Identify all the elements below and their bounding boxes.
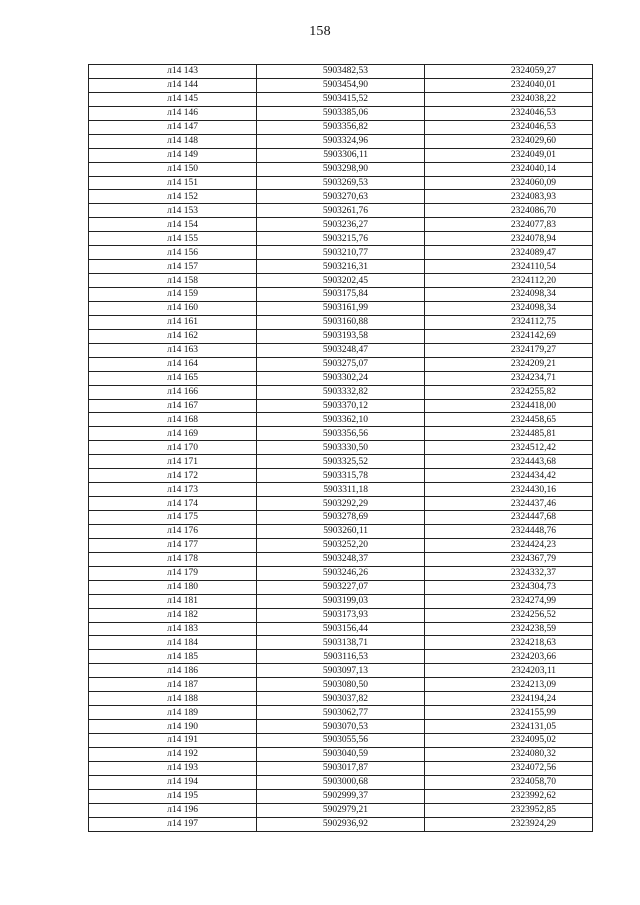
x-coordinate-cell: 5903482,53 [257, 65, 425, 79]
x-coordinate-cell: 5903370,12 [257, 399, 425, 413]
point-id-cell: л14 189 [89, 706, 257, 720]
x-coordinate-cell: 5903116,53 [257, 650, 425, 664]
x-coordinate-cell: 5903175,84 [257, 288, 425, 302]
point-id-cell: л14 161 [89, 315, 257, 329]
table-row [89, 301, 593, 315]
y-coordinate-cell: 2324443,68 [425, 455, 593, 469]
y-coordinate-cell: 2324083,93 [425, 190, 593, 204]
table-row [89, 148, 593, 162]
point-id-cell: л14 153 [89, 204, 257, 218]
y-coordinate-cell: 2324512,42 [425, 441, 593, 455]
point-id-cell: л14 188 [89, 692, 257, 706]
x-coordinate-cell: 5903227,07 [257, 580, 425, 594]
table-row [89, 371, 593, 385]
table-row [89, 288, 593, 302]
point-id-cell: л14 197 [89, 817, 257, 831]
y-coordinate-cell: 2324058,70 [425, 775, 593, 789]
table-row [89, 78, 593, 92]
y-coordinate-cell: 2324142,69 [425, 329, 593, 343]
x-coordinate-cell: 5903097,13 [257, 664, 425, 678]
table-row [89, 747, 593, 761]
x-coordinate-cell: 5903311,18 [257, 483, 425, 497]
y-coordinate-cell: 2324179,27 [425, 343, 593, 357]
table-row [89, 580, 593, 594]
x-coordinate-cell: 5903332,82 [257, 385, 425, 399]
y-coordinate-cell: 2324430,16 [425, 483, 593, 497]
point-id-cell: л14 191 [89, 734, 257, 748]
x-coordinate-cell: 5903000,68 [257, 775, 425, 789]
y-coordinate-cell: 2324080,32 [425, 747, 593, 761]
y-coordinate-cell: 2324458,65 [425, 413, 593, 427]
point-id-cell: л14 179 [89, 566, 257, 580]
y-coordinate-cell: 2324209,21 [425, 357, 593, 371]
table-row [89, 761, 593, 775]
point-id-cell: л14 183 [89, 622, 257, 636]
table-row [89, 441, 593, 455]
table-row [89, 455, 593, 469]
x-coordinate-cell: 5903260,11 [257, 524, 425, 538]
y-coordinate-cell: 2324234,71 [425, 371, 593, 385]
y-coordinate-cell: 2324077,83 [425, 218, 593, 232]
point-id-cell: л14 184 [89, 636, 257, 650]
x-coordinate-cell: 5903173,93 [257, 608, 425, 622]
y-coordinate-cell: 2323924,29 [425, 817, 593, 831]
x-coordinate-cell: 5903062,77 [257, 706, 425, 720]
y-coordinate-cell: 2324218,63 [425, 636, 593, 650]
table-row [89, 106, 593, 120]
x-coordinate-cell: 5903156,44 [257, 622, 425, 636]
coordinates-table-body [89, 65, 593, 832]
y-coordinate-cell: 2324418,00 [425, 399, 593, 413]
point-id-cell: л14 195 [89, 789, 257, 803]
y-coordinate-cell: 2324437,46 [425, 497, 593, 511]
x-coordinate-cell: 5903248,37 [257, 552, 425, 566]
table-row [89, 218, 593, 232]
point-id-cell: л14 158 [89, 274, 257, 288]
x-coordinate-cell: 5903292,29 [257, 497, 425, 511]
point-id-cell: л14 144 [89, 78, 257, 92]
y-coordinate-cell: 2324046,53 [425, 106, 593, 120]
point-id-cell: л14 154 [89, 218, 257, 232]
x-coordinate-cell: 5903270,63 [257, 190, 425, 204]
table-row [89, 650, 593, 664]
point-id-cell: л14 176 [89, 524, 257, 538]
point-id-cell: л14 185 [89, 650, 257, 664]
table-row [89, 538, 593, 552]
x-coordinate-cell: 5903236,27 [257, 218, 425, 232]
x-coordinate-cell: 5903315,78 [257, 469, 425, 483]
x-coordinate-cell: 5903055,56 [257, 734, 425, 748]
table-row [89, 232, 593, 246]
point-id-cell: л14 168 [89, 413, 257, 427]
x-coordinate-cell: 5903261,76 [257, 204, 425, 218]
table-row [89, 357, 593, 371]
point-id-cell: л14 159 [89, 288, 257, 302]
table-row [89, 204, 593, 218]
table-row [89, 803, 593, 817]
point-id-cell: л14 178 [89, 552, 257, 566]
y-coordinate-cell: 2324194,24 [425, 692, 593, 706]
x-coordinate-cell: 5903415,52 [257, 92, 425, 106]
point-id-cell: л14 151 [89, 176, 257, 190]
table-row [89, 566, 593, 580]
y-coordinate-cell: 2324367,79 [425, 552, 593, 566]
page-number: 158 [309, 24, 331, 39]
x-coordinate-cell: 5903385,06 [257, 106, 425, 120]
x-coordinate-cell: 5903454,90 [257, 78, 425, 92]
table-row [89, 343, 593, 357]
y-coordinate-cell: 2324110,54 [425, 260, 593, 274]
point-id-cell: л14 196 [89, 803, 257, 817]
x-coordinate-cell: 5903216,31 [257, 260, 425, 274]
y-coordinate-cell: 2324434,42 [425, 469, 593, 483]
table-row [89, 176, 593, 190]
table-row [89, 552, 593, 566]
table-row [89, 413, 593, 427]
y-coordinate-cell: 2324256,52 [425, 608, 593, 622]
point-id-cell: л14 169 [89, 427, 257, 441]
x-coordinate-cell: 5903070,53 [257, 720, 425, 734]
x-coordinate-cell: 5903356,82 [257, 120, 425, 134]
y-coordinate-cell: 2324155,99 [425, 706, 593, 720]
point-id-cell: л14 172 [89, 469, 257, 483]
table-row [89, 817, 593, 831]
table-row [89, 636, 593, 650]
x-coordinate-cell: 5903199,03 [257, 594, 425, 608]
table-row [89, 274, 593, 288]
point-id-cell: л14 143 [89, 65, 257, 79]
table-row [89, 190, 593, 204]
point-id-cell: л14 181 [89, 594, 257, 608]
x-coordinate-cell: 5903269,53 [257, 176, 425, 190]
x-coordinate-cell: 5903037,82 [257, 692, 425, 706]
table-row [89, 260, 593, 274]
y-coordinate-cell: 2324038,22 [425, 92, 593, 106]
table-row [89, 511, 593, 525]
point-id-cell: л14 194 [89, 775, 257, 789]
y-coordinate-cell: 2324203,11 [425, 664, 593, 678]
table-row [89, 692, 593, 706]
table-row [89, 497, 593, 511]
x-coordinate-cell: 5903275,07 [257, 357, 425, 371]
point-id-cell: л14 163 [89, 343, 257, 357]
table-row [89, 775, 593, 789]
x-coordinate-cell: 5903017,87 [257, 761, 425, 775]
point-id-cell: л14 148 [89, 134, 257, 148]
point-id-cell: л14 186 [89, 664, 257, 678]
x-coordinate-cell: 5902999,37 [257, 789, 425, 803]
x-coordinate-cell: 5903325,52 [257, 455, 425, 469]
x-coordinate-cell: 5903356,56 [257, 427, 425, 441]
y-coordinate-cell: 2324059,27 [425, 65, 593, 79]
y-coordinate-cell: 2324255,82 [425, 385, 593, 399]
x-coordinate-cell: 5903324,96 [257, 134, 425, 148]
table-row [89, 483, 593, 497]
y-coordinate-cell: 2324274,99 [425, 594, 593, 608]
point-id-cell: л14 180 [89, 580, 257, 594]
x-coordinate-cell: 5903080,50 [257, 678, 425, 692]
table-row [89, 789, 593, 803]
table-row [89, 134, 593, 148]
x-coordinate-cell: 5903138,71 [257, 636, 425, 650]
y-coordinate-cell: 2324089,47 [425, 246, 593, 260]
point-id-cell: л14 190 [89, 720, 257, 734]
point-id-cell: л14 156 [89, 246, 257, 260]
point-id-cell: л14 182 [89, 608, 257, 622]
y-coordinate-cell: 2324447,68 [425, 511, 593, 525]
y-coordinate-cell: 2324424,23 [425, 538, 593, 552]
x-coordinate-cell: 5903202,45 [257, 274, 425, 288]
point-id-cell: л14 170 [89, 441, 257, 455]
point-id-cell: л14 192 [89, 747, 257, 761]
point-id-cell: л14 173 [89, 483, 257, 497]
y-coordinate-cell: 2324238,59 [425, 622, 593, 636]
table-row [89, 469, 593, 483]
coordinates-table [88, 64, 593, 832]
x-coordinate-cell: 5903248,47 [257, 343, 425, 357]
table-row [89, 734, 593, 748]
point-id-cell: л14 157 [89, 260, 257, 274]
y-coordinate-cell: 2324046,53 [425, 120, 593, 134]
x-coordinate-cell: 5903246,26 [257, 566, 425, 580]
table-row [89, 385, 593, 399]
point-id-cell: л14 145 [89, 92, 257, 106]
y-coordinate-cell: 2324304,73 [425, 580, 593, 594]
y-coordinate-cell: 2324098,34 [425, 288, 593, 302]
x-coordinate-cell: 5903252,20 [257, 538, 425, 552]
x-coordinate-cell: 5903161,99 [257, 301, 425, 315]
y-coordinate-cell: 2324448,76 [425, 524, 593, 538]
y-coordinate-cell: 2324485,81 [425, 427, 593, 441]
point-id-cell: л14 187 [89, 678, 257, 692]
y-coordinate-cell: 2324040,14 [425, 162, 593, 176]
table-row [89, 608, 593, 622]
table-row [89, 678, 593, 692]
y-coordinate-cell: 2324060,09 [425, 176, 593, 190]
point-id-cell: л14 177 [89, 538, 257, 552]
x-coordinate-cell: 5903298,90 [257, 162, 425, 176]
y-coordinate-cell: 2323992,62 [425, 789, 593, 803]
point-id-cell: л14 174 [89, 497, 257, 511]
point-id-cell: л14 152 [89, 190, 257, 204]
x-coordinate-cell: 5903278,69 [257, 511, 425, 525]
y-coordinate-cell: 2324095,02 [425, 734, 593, 748]
point-id-cell: л14 193 [89, 761, 257, 775]
table-row [89, 399, 593, 413]
x-coordinate-cell: 5903160,88 [257, 315, 425, 329]
y-coordinate-cell: 2324078,94 [425, 232, 593, 246]
point-id-cell: л14 175 [89, 511, 257, 525]
table-row [89, 720, 593, 734]
table-row [89, 329, 593, 343]
point-id-cell: л14 164 [89, 357, 257, 371]
table-row [89, 92, 593, 106]
point-id-cell: л14 165 [89, 371, 257, 385]
y-coordinate-cell: 2323952,85 [425, 803, 593, 817]
point-id-cell: л14 171 [89, 455, 257, 469]
y-coordinate-cell: 2324213,09 [425, 678, 593, 692]
point-id-cell: л14 166 [89, 385, 257, 399]
table-row [89, 524, 593, 538]
point-id-cell: л14 147 [89, 120, 257, 134]
y-coordinate-cell: 2324072,56 [425, 761, 593, 775]
y-coordinate-cell: 2324112,20 [425, 274, 593, 288]
y-coordinate-cell: 2324131,05 [425, 720, 593, 734]
point-id-cell: л14 150 [89, 162, 257, 176]
table-row [89, 664, 593, 678]
table-row [89, 622, 593, 636]
point-id-cell: л14 155 [89, 232, 257, 246]
point-id-cell: л14 162 [89, 329, 257, 343]
x-coordinate-cell: 5903040,59 [257, 747, 425, 761]
point-id-cell: л14 160 [89, 301, 257, 315]
point-id-cell: л14 149 [89, 148, 257, 162]
table-row [89, 246, 593, 260]
table-row [89, 315, 593, 329]
y-coordinate-cell: 2324040,01 [425, 78, 593, 92]
table-row [89, 120, 593, 134]
y-coordinate-cell: 2324203,66 [425, 650, 593, 664]
x-coordinate-cell: 5903362,10 [257, 413, 425, 427]
table-row [89, 427, 593, 441]
y-coordinate-cell: 2324112,75 [425, 315, 593, 329]
point-id-cell: л14 167 [89, 399, 257, 413]
y-coordinate-cell: 2324049,01 [425, 148, 593, 162]
table-row [89, 594, 593, 608]
x-coordinate-cell: 5903302,24 [257, 371, 425, 385]
x-coordinate-cell: 5903210,77 [257, 246, 425, 260]
x-coordinate-cell: 5903193,58 [257, 329, 425, 343]
y-coordinate-cell: 2324332,37 [425, 566, 593, 580]
table-row [89, 65, 593, 79]
x-coordinate-cell: 5903306,11 [257, 148, 425, 162]
point-id-cell: л14 146 [89, 106, 257, 120]
x-coordinate-cell: 5903330,50 [257, 441, 425, 455]
x-coordinate-cell: 5902936,92 [257, 817, 425, 831]
y-coordinate-cell: 2324086,70 [425, 204, 593, 218]
x-coordinate-cell: 5902979,21 [257, 803, 425, 817]
y-coordinate-cell: 2324029,60 [425, 134, 593, 148]
x-coordinate-cell: 5903215,76 [257, 232, 425, 246]
table-row [89, 162, 593, 176]
y-coordinate-cell: 2324098,34 [425, 301, 593, 315]
table-row [89, 706, 593, 720]
